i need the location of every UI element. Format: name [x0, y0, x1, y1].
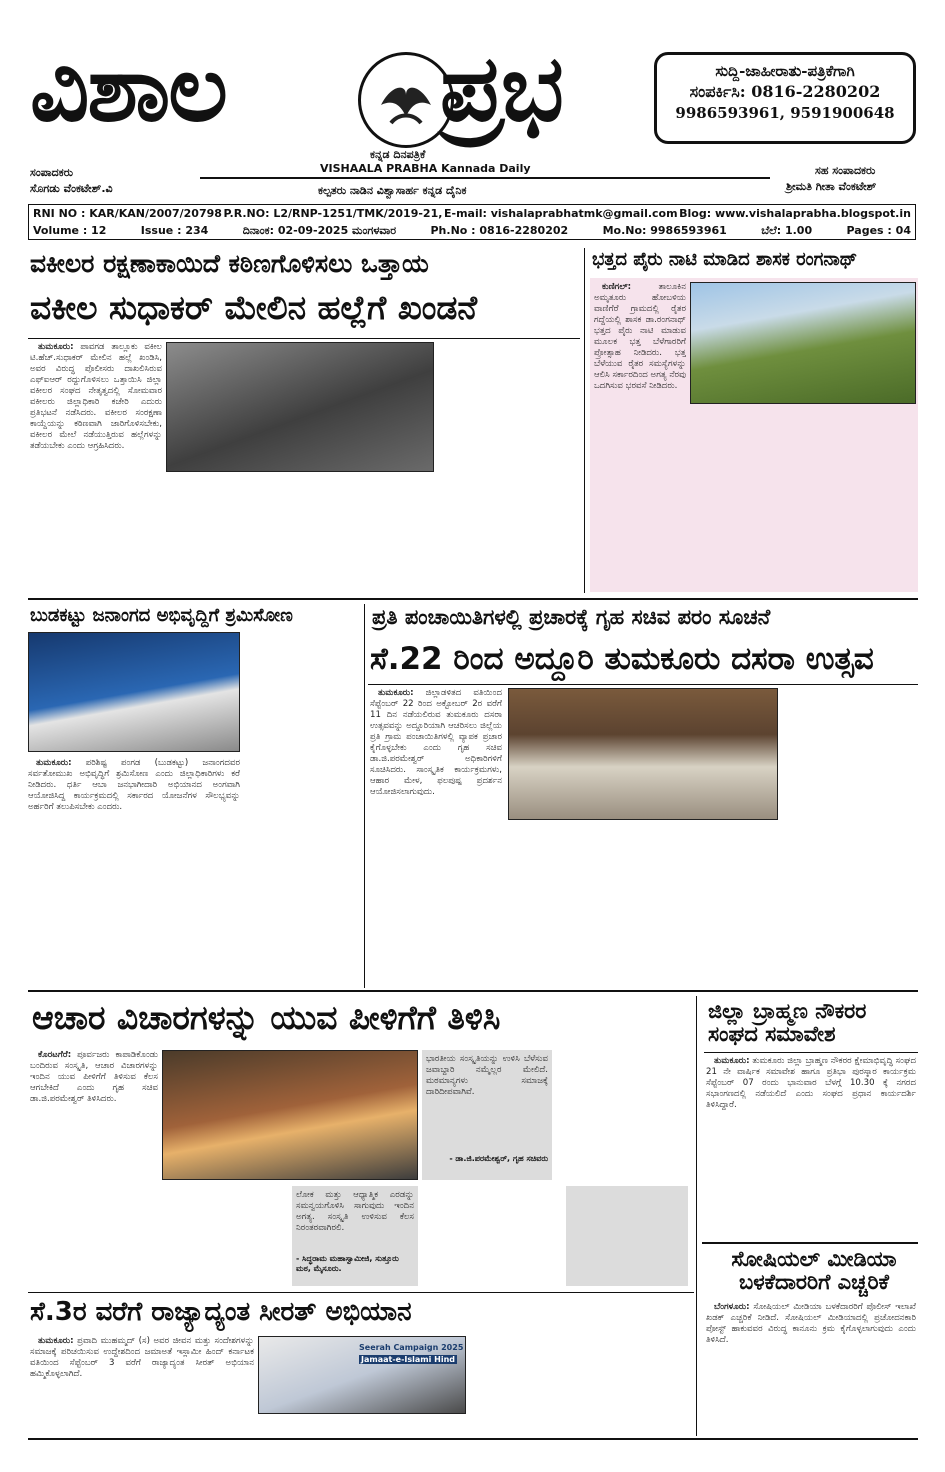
mla-body: ತಾಲೂಕಿನ ಅಮೃತೂರು ಹೋಬಳಿಯ ವಾಣಿಗೆರೆ ಗ್ರಾಮದಲ್ಲಿ ರೈತರ ಗದ್ದೆಯಲ್ಲಿ ಶಾಸಕ ಡಾ.ರಂಗನಾಥ್ ಭತ್ತದ ಪೈರು ನಾಟಿ ಮಾಡುವ ಮೂಲಕ ಭತ್ತ ಬೆಳೆಗಾರರಿಗೆ ಪ್ರೋತ್ಸಾಹ ನೀಡಿದರು. ಭತ್ತ ಬೆಳೆಯುವ ರೈತರ ಸಮಸ್ಯೆಗಳನ್ನು ಆಲಿಸಿ ಸರ್ಕಾರದಿಂದ ಅಗತ್ಯ ನೆರವು ಒದಗಿಸುವ ಭರವಸೆ ನೀಡಿದರು. [594, 282, 686, 391]
achara-ceremony-photo [162, 1050, 418, 1180]
social-body: ಸೋಷಿಯಲ್ ಮೀಡಿಯಾ ಬಳಕೆದಾರರಿಗೆ ಪೊಲೀಸ್ ಇಲಾಖೆ ಖಡಕ್ ಎಚ್ಚರಿಕೆ ನೀಡಿದೆ. ಸೋಷಿಯಲ್ ಮೀಡಿಯಾದಲ್ಲಿ ಪ್ರಚೋದನಕಾರಿ ಪೋಸ್ಟ್ ಹಾಕುವವರ ವಿರುದ್ಧ ಕಾನೂನು ಕ್ರಮ ಕೈಗೊಳ್ಳಲಾಗುವುದು ಎಂದು ತಿಳಿಸಿದೆ. [706, 1302, 916, 1345]
mla-dateline: ಕುಣಿಗಲ್: [602, 282, 632, 292]
contact-box [654, 52, 916, 144]
seerat-dateline: ತುಮಕೂರು: [38, 1336, 74, 1346]
budakattu-column-1 [28, 758, 240, 984]
mla-paddy-photo [690, 282, 916, 404]
brahmana-dateline: ತುಮಕೂರು: [714, 1056, 750, 1066]
social-column [706, 1302, 916, 1434]
pages: Pages : 04 [846, 224, 911, 237]
achara-column-1 [30, 1050, 158, 1286]
motto: ಕಲ್ಪತರು ನಾಡಿನ ವಿಶ್ವಾಸಾರ್ಹ ಕನ್ನಡ ದೈನಿಕ [312, 184, 472, 198]
phone: Ph.No : 0816-2280202 [430, 224, 569, 237]
email: E-mail: vishalaprabhatmk@gmail.com [443, 207, 678, 220]
achara-dateline: ಕೊರಟಗೆರೆ: [38, 1050, 72, 1060]
seerat-banner-photo [258, 1336, 466, 1414]
mobile: Mo.No: 9986593961 [602, 224, 727, 237]
seerat-column-1 [30, 1336, 254, 1434]
rni-number: RNI NO : KAR/KAN/2007/20798 [33, 207, 222, 220]
brahmana-headline: ಜಿಲ್ಲಾ ಬ್ರಾಹ್ಮಣ ನೌಕರರ ಸಂಘದ ಸಮಾವೇಶ [708, 999, 867, 1047]
seerat-body: ಪ್ರವಾದಿ ಮುಹಮ್ಮದ್ (ಸ) ಅವರ ಜೀವನ ಮತ್ತು ಸಂದೇಶಗಳನ್ನು ಸಮಾಜಕ್ಕೆ ಪರಿಚಯಿಸುವ ಉದ್ದೇಶದಿಂದ ಜಮಾಅತೆ ಇಸ್ಲಾಮೀ ಹಿಂದ್ ಕರ್ನಾಟಕ ವತಿಯಿಂದ ಸೆಪ್ಟೆಂಬರ್ 3 ವರೆಗೆ ರಾಜ್ಯಾದ್ಯಂತ ಸೀರತ್ ಅಭಿಯಾನ ಹಮ್ಮಿಕೊಳ್ಳಲಾಗಿದೆ. [30, 1336, 254, 1379]
tagline-kannada: ಕನ್ನಡ ದಿನಪತ್ರಿಕೆ [370, 148, 426, 161]
masthead-title-right: ಪ್ರಭ [440, 34, 562, 142]
vertical-divider [696, 996, 697, 1436]
lawyer-dateline: ತುಮಕೂರು: [38, 342, 74, 352]
section-rule [28, 990, 918, 992]
brahmana-column [706, 1056, 916, 1236]
dasara-body: ಜಿಲ್ಲಾಡಳಿತದ ವತಿಯಿಂದ ಸೆಪ್ಟೆಂಬರ್ 22 ರಿಂದ ಅಕ್ಟೋಬರ್ 2ರ ವರೆಗೆ 11 ದಿನ ನಡೆಯಲಿರುವ ತುಮಕೂರು ದಸರಾ ಉತ್ಸವವನ್ನು ಅದ್ದೂರಿಯಾಗಿ ಆಚರಿಸಲು ಜಿಲ್ಲೆಯ ಪ್ರತಿ ಗ್ರಾಮ ಪಂಚಾಯಿತಿಗಳಲ್ಲಿ ವ್ಯಾಪಕ ಪ್ರಚಾರ ಕೈಗೊಳ್ಳಬೇಕು ಎಂದು ಗೃಹ ಸಚಿವ ಡಾ.ಜಿ.ಪರಮೇಶ್ವರ್ ಅಧಿಕಾರಿಗಳಿಗೆ ಸೂಚಿಸಿದರು. ಸಾಂಸ್ಕೃತಿಕ ಕಾರ್ಯಕ್ರಮಗಳು, ಆಹಾರ ಮೇಳ, ಫಲಪುಷ್ಪ ಪ್ರದರ್ಶನ ಆಯೋಜಿಸಲಾಗುವುದು. [370, 688, 502, 797]
achara-side-quote: ಲೋಕ ಮತ್ತು ಆಧ್ಯಾತ್ಮಿಕ ಎರಡನ್ನು ಸಮನ್ವಯಗೊಳಿಸಿ ಸಾಗುವುದು ಇಂದಿನ ಅಗತ್ಯ. ಸಂಸ್ಕೃತಿ ಉಳಿಸುವ ಕೆಲಸ ನಿರಂತರವಾಗಿರಲಿ. [296, 1190, 414, 1233]
achara-note-box [566, 1186, 688, 1286]
lawyer-column-3 [166, 478, 434, 592]
info-box [28, 204, 916, 240]
bottom-rule [28, 1438, 918, 1440]
seerat-banner-line-1: Seerah Campaign 2025 [359, 1343, 464, 1352]
english-name: VISHAALA PRABHA Kannada Daily [320, 162, 531, 175]
achara-side-author: - ಸಿದ್ಧರಾಮ ಮಹಾಸ್ವಾಮೀಜಿ, ಸುತ್ತೂರು ಮಠ, ಮೈಸೂರು. [296, 1254, 399, 1273]
section-rule [28, 1292, 694, 1293]
divider [702, 1242, 918, 1244]
blog-link: Blog: www.vishalaprabha.blogspot.in [679, 207, 911, 220]
pr-number: P.R.NO: L2/RNP-1251/TMK/2019-21, [223, 207, 443, 220]
dasara-column-4 [782, 688, 916, 984]
achara-headline: ಆಚಾರ ವಿಚಾರಗಳನ್ನು ಯುವ ಪೀಳಿಗೆಗೆ ತಿಳಿಸಿ [32, 998, 501, 1037]
budakattu-dateline: ತುಮಕೂರು: [36, 758, 72, 768]
issue-date: ದಿನಾಂಕ: 02-09-2025 ಮಂಗಳವಾರ [242, 224, 397, 237]
dasara-column-3 [646, 826, 778, 984]
brahmana-body: ತುಮಕೂರು ಜಿಲ್ಲಾ ಬ್ರಾಹ್ಮಣ ನೌಕರರ ಕ್ಷೇಮಾಭಿವೃದ್ಧಿ ಸಂಘದ 21 ನೇ ವಾರ್ಷಿಕ ಸಮಾವೇಶ ಹಾಗೂ ಪ್ರತಿಭಾ ಪುರಸ್ಕಾರ ಕಾರ್ಯಕ್ರಮ ಸೆಪ್ಟೆಂಬರ್ 07 ರಂದು ಭಾನುವಾರ ಬೆಳಗ್ಗೆ 10.30 ಕ್ಕೆ ನಗರದ ಸಭಾಂಗಣದಲ್ಲಿ ನಡೆಯಲಿದೆ ಎಂದು ಸಂಘದ ಪ್ರಧಾನ ಕಾರ್ಯದರ್ಶಿ ತಿಳಿಸಿದ್ದಾರೆ. [706, 1056, 916, 1110]
budakattu-event-photo [28, 632, 240, 752]
achara-column-2 [162, 1186, 288, 1286]
price: ಬೆಲೆ: 1.00 [761, 224, 813, 237]
issue: Issue : 234 [140, 224, 209, 237]
mla-column-1 [594, 282, 686, 582]
budakattu-headline: ಬುಡಕಟ್ಟು ಜನಾಂಗದ ಅಭಿವೃದ್ದಿಗೆ ಶ್ರಮಿಸೋಣ [30, 605, 293, 626]
achara-quote-box [422, 1050, 552, 1180]
contact-line-1: ಸುದ್ದಿ-ಜಾಹೀರಾತು-ಪತ್ರಿಕೆಗಾಗಿ [715, 62, 855, 80]
achara-side-box [292, 1186, 418, 1286]
budakattu-body: ಪರಿಶಿಷ್ಟ ಪಂಗಡ (ಬುಡಕಟ್ಟು) ಜನಾಂಗದವರ ಸರ್ವತೋಮುಖ ಅಭಿವೃದ್ಧಿಗೆ ಶ್ರಮಿಸೋಣ ಎಂದು ಜಿಲ್ಲಾಧಿಕಾರಿಗಳು ಕರೆ ನೀಡಿದರು. ಧರ್ತಿ ಆಬಾ ಜನಭಾಗೀದಾರಿ ಅಭಿಯಾನದ ಅಂಗವಾಗಿ ಆಯೋಜಿಸಿದ್ದ ಕಾರ್ಯಕ್ರಮದಲ್ಲಿ ಸರ್ಕಾರದ ಯೋಜನೆಗಳ ಸೌಲಭ್ಯವನ್ನು ಅರ್ಹರಿಗೆ ತಲುಪಿಸಬೇಕು ಎಂದರು. [28, 758, 240, 812]
lawyer-column-2 [438, 342, 578, 592]
achara-quote: ಭಾರತೀಯ ಸಂಸ್ಕೃತಿಯನ್ನು ಉಳಿಸಿ ಬೆಳೆಸುವ ಜವಾಬ್ದಾರಿ ನಮ್ಮೆಲ್ಲರ ಮೇಲಿದೆ. ಮಠಮಾನ್ಯಗಳು ಸಮಾಜಕ್ಕೆ ದಾರಿದೀಪವಾಗಿವೆ. [426, 1054, 548, 1097]
divider [28, 338, 580, 339]
dasara-dateline: ತುಮಕೂರು: [378, 688, 414, 698]
mla-headline: ಭತ್ತದ ಪೈರು ನಾಟಿ ಮಾಡಿದ ಶಾಸಕ ರಂಗನಾಥ್ [592, 249, 858, 270]
dasara-kicker: ಪ್ರತಿ ಪಂಚಾಯಿತಿಗಳಲ್ಲಿ ಪ್ರಚಾರಕ್ಕೆ ಗೃಹ ಸಚಿವ ಪರಂ ಸೂಚನೆ [372, 605, 771, 629]
divider [368, 684, 918, 685]
seerat-banner-line-2: Jamaat-e-Islami Hind [361, 1355, 455, 1364]
motto-rule [200, 177, 770, 179]
volume: Volume : 12 [33, 224, 107, 237]
contact-line-3: 9986593961, 9591900648 [675, 103, 895, 122]
lawyer-column-1 [30, 342, 162, 592]
social-dateline: ಬೆಂಗಳೂರು: [714, 1302, 750, 1312]
dasara-meeting-photo [508, 688, 778, 820]
dasara-headline: ಸೆ.22 ರಿಂದ ಅದ್ದೂರಿ ತುಮಕೂರು ದಸರಾ ಉತ್ಸವ [370, 641, 874, 677]
lawyer-protest-photo [166, 342, 434, 472]
coeditor-name: ಶ್ರೀಮತಿ ಗೀತಾ ವೆಂಕಟೇಶ್ [786, 180, 877, 193]
seerat-column-3 [258, 1418, 466, 1434]
coeditor-label: ಸಹ ಸಂಪಾದಕರು [815, 164, 876, 177]
achara-quote-author: - ಡಾ.ಜಿ.ಪರಮೇಶ್ವರ್, ಗೃಹ ಸಚಿವರು [449, 1154, 548, 1163]
lawyer-headline: ವಕೀಲ ಸುಧಾಕರ್ ಮೇಲಿನ ಹಲ್ಲೆಗೆ ಖಂಡನೆ [30, 288, 478, 327]
masthead-title-left: ವಿಶಾಲ [30, 34, 226, 142]
lawyer-kicker: ವಕೀಲರ ರಕ್ಷಣಾಕಾಯಿದೆ ಕಠಿಣಗೊಳಿಸಲು ಒತ್ತಾಯ [30, 249, 429, 278]
dasara-column-2 [508, 826, 642, 984]
lawyer-body: ಪಾವಗಡ ತಾಲ್ಲೂಕು ವಕೀಲ ಟಿ.ಹೆಚ್.ಸುಧಾಕರ್ ಮೇಲಿನ ಹಲ್ಲೆ ಖಂಡಿಸಿ, ಅವರ ವಿರುದ್ಧ ಪೊಲೀಸರು ದಾಖಲಿಸಿರುವ ಎಫ್‌ಐಆರ್ ರದ್ದುಗೊಳಿಸಲು ಒತ್ತಾಯಿಸಿ ಜಿಲ್ಲಾ ವಕೀಲರ ಸಂಘದ ನೇತೃತ್ವದಲ್ಲಿ ಸೋಮವಾರ ವಕೀಲರು ಜಿಲ್ಲಾಧಿಕಾರಿ ಕಚೇರಿ ಎದುರು ಪ್ರತಿಭಟನೆ ನಡೆಸಿದರು. ವಕೀಲರ ಸಂರಕ್ಷಣಾ ಕಾಯ್ದೆಯನ್ನು ಕಠಿಣವಾಗಿ ಜಾರಿಗೊಳಿಸಬೇಕು, ವಕೀಲರ ಮೇಲೆ ನಡೆಯುತ್ತಿರುವ ಹಲ್ಲೆಗಳನ್ನು ತಡೆಯಬೇಕು ಎಂದು ಆಗ್ರಹಿಸಿದರು. [30, 342, 162, 451]
vertical-divider [584, 248, 585, 593]
contact-line-2: ಸಂಪರ್ಕಿಸಿ: 0816-2280202 [689, 82, 881, 102]
seerat-column-2 [472, 1296, 692, 1434]
vertical-divider [364, 604, 365, 988]
editor-name: ಸೊಗಡು ವೆಂಕಟೇಶ್.ವಿ [30, 182, 113, 195]
dasara-column-1 [370, 688, 502, 984]
divider [704, 1052, 918, 1053]
social-headline: ಸೋಷಿಯಲ್ ಮೀಡಿಯಾ ಬಳಕೆದಾರರಿಗೆ ಎಚ್ಚರಿಕೆ [731, 1247, 897, 1295]
budakattu-column-2 [244, 632, 360, 984]
section-rule [28, 598, 918, 600]
seerat-headline: ಸೆ.3ರ ವರೆಗೆ ರಾಜ್ಯಾದ್ಯಂತ ಸೀರತ್ ಅಭಿಯಾನ [30, 1297, 412, 1327]
editor-label: ಸಂಪಾದಕರು [30, 166, 74, 179]
achara-body: ಪೂರ್ವಜರು ಕಾಪಾಡಿಕೊಂಡು ಬಂದಿರುವ ಸಂಸ್ಕೃತಿ, ಆಚಾರ ವಿಚಾರಗಳನ್ನು ಇಂದಿನ ಯುವ ಪೀಳಿಗೆಗೆ ತಿಳಿಸುವ ಕೆಲಸ ಆಗಬೇಕಿದೆ ಎಂದು ಗೃಹ ಸಚಿವ ಡಾ.ಜಿ.ಪರಮೇಶ್ವರ್ ತಿಳಿಸಿದರು. [30, 1050, 158, 1104]
